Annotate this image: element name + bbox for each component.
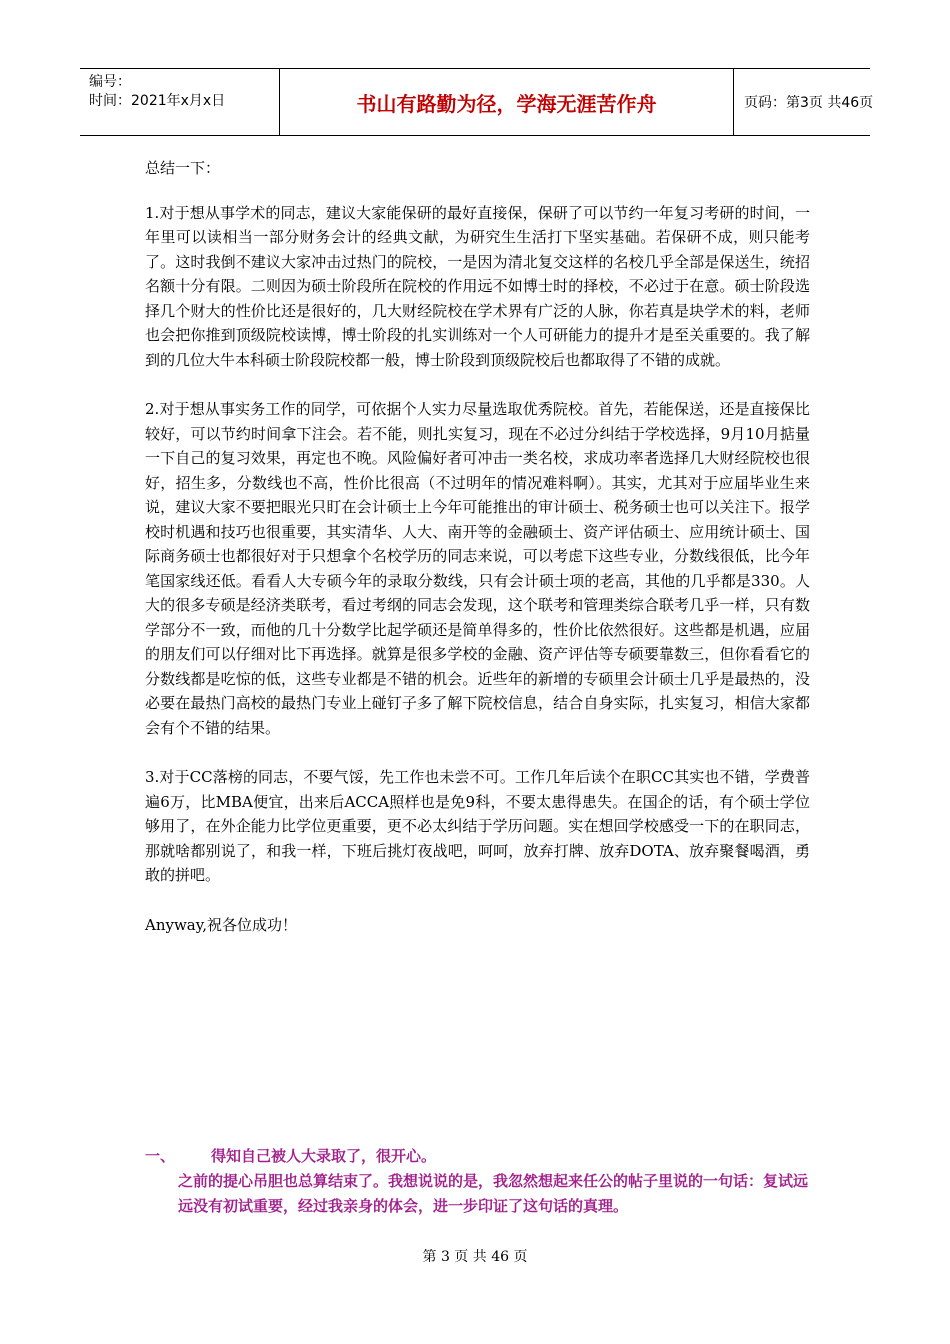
header-page-info: 页码：第3页 共46页 — [744, 95, 874, 111]
paragraph-academic: 1.对于想从事学术的同志，建议大家能保研的最好直接保，保研了可以节约一年复习考研的时间，一年里可以读相当一部分财务会计的经典文献，为研究生生活打下坚实基础。若保研不成，则只能考了。这时我倒不建议大家冲击过热门的院校，一是因为清北复交这样的名校几乎全部是保送生，统招名额十分有限。二则因为硕士阶段所在院校的作用远不如博士时的择校，不必过于在意。硕士阶段选择几个财大的性价比还是很好的，几大财经院校在学术界有广泛的人脉，你若真是块学术的料，老师也会把你推到顶级院校读博，博士阶段的扎实训练对一个人可研能力的提升才是至关重要的。我了解到的几位大牛本科硕士阶段院校都一般，博士阶段到顶级院校后也都取得了不错的成就。 — [145, 203, 810, 369]
page-header — [80, 68, 874, 136]
section-number: 一、 — [145, 1147, 176, 1165]
section-heading: 得知自己被人大录取了，很开心。 — [211, 1147, 437, 1165]
header-meta — [80, 69, 280, 135]
main-content — [145, 156, 810, 962]
paragraph-practice: 2.对于想从事实务工作的同学，可依据个人实力尽量选取优秀院校。首先，若能保送，还是直接保比较好，可以节约时间拿下注会。若不能，则扎实复习，现在不必过分纠结于学校选择，9月10月掂量一下自己的复习效果，再定也不晚。风险偏好者可冲击一类名校，求成功率者选择几大财经院校也很好，招生多，分数线也不高，性价比很高（不过明年的情况难料啊）。其实，尤其对于应届毕业生来说，建议大家不要把眼光只盯在会计硕士上今年可能推出的审计硕士、税务硕士也可以关注下。报学校时机遇和技巧也很重要，其实清华、人大、南开等的金融硕士、资产评估硕士、应用统计硕士、国际商务硕士也都很好对于只想拿个名校学历的同志来说，可以考虑下这些专业，分数线很低，比今年笔国家线还低。看看人大专硕今年的录取分数线，只有会计硕士项的老高，其他的几乎都是330。人大的很多专硕是经济类联考，看过考纲的同志会发现，这个联考和管理类综合联考几乎一样，只有数学部分不一致，而他的几十分数学比起学硕还是简单得多的，性价比依然很好。这些都是机遇，应届的朋友们可以仔细对比下再选择。就算是很多学校的金融、资产评估等专硕要靠数三，但你看看它的分数线都是吃惊的低，这些专业都是不错的机会。近些年的新增的专硕里会计硕士几乎是最热的，没必要在最热门高校的最热门专业上碰钉子多了解下院校信息，结合自身实际，扎实复习，相信大家都会有个不错的结果。 — [145, 400, 810, 737]
section-text: 之前的提心吊胆也总算结束了。我想说说的是，我忽然想起来任公的帖子里说的一句话：复试远远没有初试重要，经过我亲身的体会，进一步印证了这句话的真理。 — [178, 1172, 809, 1215]
document-date: 时间：2021年x月x日 — [89, 93, 226, 109]
header-motto: 书山有路勤为径，学海无涯苦作舟 — [280, 69, 734, 135]
summary-intro: 总结一下： — [145, 159, 221, 177]
paragraph-cc: 3.对于CC落榜的同志，不要气馁，先工作也未尝不可。工作几年后读个在职CC其实也不错，学费普遍6万，比MBA便宜，出来后ACCA照样也是免9科，不要太患得患失。在国企的话，有个硕士学位够用了，在外企能力比学位更重要，更不必太纠结于学历问题。实在想回学校感受一下的在职同志，那就啥都别说了，和我一样，下班后挑灯夜战吧，呵呵，放弃打牌、放弃DOTA、放弃聚餐喝酒，勇敢的拼吧。 — [145, 768, 810, 884]
document-number-label: 编号： — [89, 74, 131, 90]
page-footer: 第 3 页 共 46 页 — [422, 1249, 528, 1265]
section-one — [145, 1144, 815, 1219]
paragraph-closing: Anyway,祝各位成功！ — [145, 915, 298, 934]
